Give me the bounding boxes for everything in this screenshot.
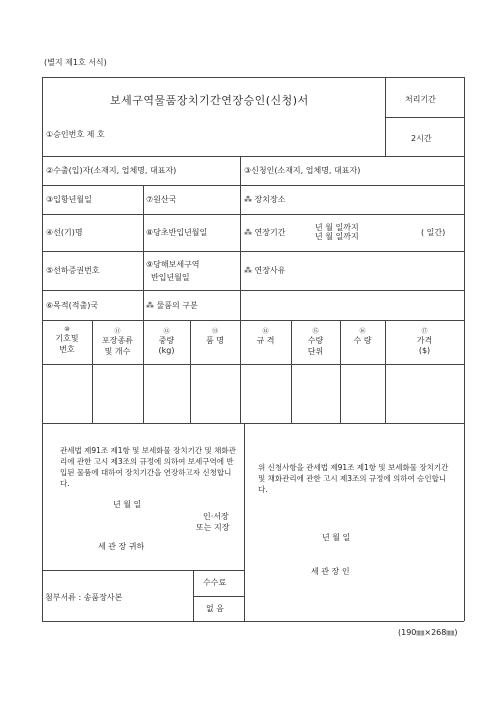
- col-divider-b: [240, 185, 241, 320]
- extension-reason-label: ⁂ 연장사유: [244, 266, 286, 275]
- frame-right: [464, 77, 465, 621]
- extension-period-label: ⁂ 연장기간: [244, 228, 286, 237]
- initial-entry-label: ⑧당초반입년월일: [146, 228, 208, 237]
- col-mark: ⑫: [163, 328, 170, 335]
- col-label-line2: (kg): [158, 346, 175, 355]
- row-line-2: [42, 185, 464, 186]
- application-recipient: 세 관 장 귀하: [98, 542, 145, 551]
- col-label-line1: 가격: [416, 336, 433, 345]
- attach-line: [42, 570, 244, 571]
- arrival-date-label: ③입항년월일: [46, 195, 92, 204]
- attachments-label: 첨부서류 : 송품장사본: [45, 593, 123, 602]
- application-or: 또는 지장: [196, 523, 230, 532]
- col-header-1: [42, 326, 92, 355]
- col-mark: ⑯: [359, 328, 366, 335]
- col-label-line1: 규 격: [256, 336, 275, 345]
- bottom-divider: [244, 423, 245, 621]
- table-bottom-line: [42, 423, 464, 424]
- col-header-4: [190, 326, 240, 346]
- col-label-line1: 포장종류: [102, 336, 133, 345]
- table-header-line: [42, 364, 464, 365]
- extension-days: ( 일간): [421, 228, 446, 237]
- paper-size: (190㎜×268㎜): [398, 628, 458, 637]
- row-line-5: [42, 290, 464, 291]
- col-mark: ⑩: [64, 326, 70, 333]
- processing-value: 2시간: [411, 134, 432, 143]
- col-header-5: [240, 326, 291, 346]
- fee-divider: [193, 570, 194, 621]
- fee-line: [193, 596, 244, 597]
- col-label-line2: 단위: [307, 347, 324, 356]
- application-text: 관세법 제91조 제1항 및 보세화물 장치기간 및 채화관리에 관한 고시 제3조의 규정에 의하여 보세구역에 반입된 물품에 대하여 장치기간을 연장하고자 신청합니다.: [60, 446, 236, 488]
- col-header-2: [92, 326, 143, 357]
- fee-label: 수수료: [203, 578, 227, 587]
- processing-mid-line: [385, 117, 464, 118]
- col-header-8: [385, 326, 464, 355]
- row-line-4: [42, 251, 464, 252]
- application-seal: 인·서장: [203, 512, 229, 521]
- extension-from: 년 월 일까지: [315, 223, 359, 232]
- row-line-1: [42, 156, 464, 157]
- application-date: 년 월 일: [113, 500, 142, 509]
- processing-label: 처리기간: [405, 95, 436, 104]
- col-mark: ⑭: [262, 328, 269, 335]
- col-mark: ⑬: [211, 328, 218, 335]
- fee-value: 없 음: [206, 604, 224, 613]
- approval-no-label: ①승인번호 제 호: [46, 130, 105, 139]
- col-label-line1: 기호및: [55, 334, 79, 343]
- storage-place-label: ⁂ 장치장소: [244, 195, 286, 204]
- col-label-line1: 수량: [307, 336, 324, 345]
- approval-signer: 세 관 장 인: [311, 567, 350, 576]
- col-mark: ⑮: [312, 328, 319, 335]
- vessel-label: ④선(기)명: [46, 228, 83, 237]
- col-label-line1: 수 량: [353, 336, 372, 345]
- col-mark: ⑪: [114, 328, 121, 335]
- approval-text: 위 신청사항을 관세법 제91조 제1항 및 보세화물 장치기간 및 채화관리에 관한 고시 제3조의 규정에 의하여 승인합니다.: [258, 463, 449, 494]
- importer-label: ②수출(입)자(소재지, 업체명, 대표자): [46, 166, 177, 175]
- approval-date: 년 월 일: [322, 533, 351, 542]
- col-header-7: [340, 326, 385, 346]
- frame-bottom: [42, 621, 464, 622]
- col-divider-mid: [240, 156, 241, 185]
- frame-top: [42, 77, 464, 78]
- form-title: 보세구역물품장치기간연장승인(신청)서: [110, 94, 309, 107]
- goods-class-label: ⁂ 물품의 구분: [146, 301, 198, 310]
- bl-no-label: ⑤선하증권번호: [46, 266, 100, 275]
- extension-to: 년 월 일까지: [315, 232, 359, 241]
- col-label-line1: 품 명: [206, 336, 224, 345]
- row-line-6: [42, 320, 464, 321]
- form-number: (별지 제1호 서식): [44, 58, 107, 67]
- row-line-3: [42, 214, 464, 215]
- col-header-6: [291, 326, 340, 357]
- col-label-line2: 번호: [59, 345, 75, 354]
- col-mark: ⑰: [421, 328, 428, 335]
- bonded-area-entry-line2: 반입년월일: [151, 273, 190, 282]
- purpose-label: ⑥목적(적출)국: [46, 301, 99, 310]
- col-label-line2: 및 개수: [104, 347, 131, 356]
- col-label-line1: 중량: [158, 336, 175, 345]
- col-divider-a: [143, 185, 144, 320]
- col-header-3: [143, 326, 190, 355]
- col-label-line2: ($): [418, 346, 431, 355]
- origin-label: ⑦원산국: [146, 195, 177, 204]
- bonded-area-entry-line1: ⑨당해보세구역: [146, 260, 200, 269]
- applicant-label: ③신청인(소재지, 업체명, 대표자): [244, 166, 361, 175]
